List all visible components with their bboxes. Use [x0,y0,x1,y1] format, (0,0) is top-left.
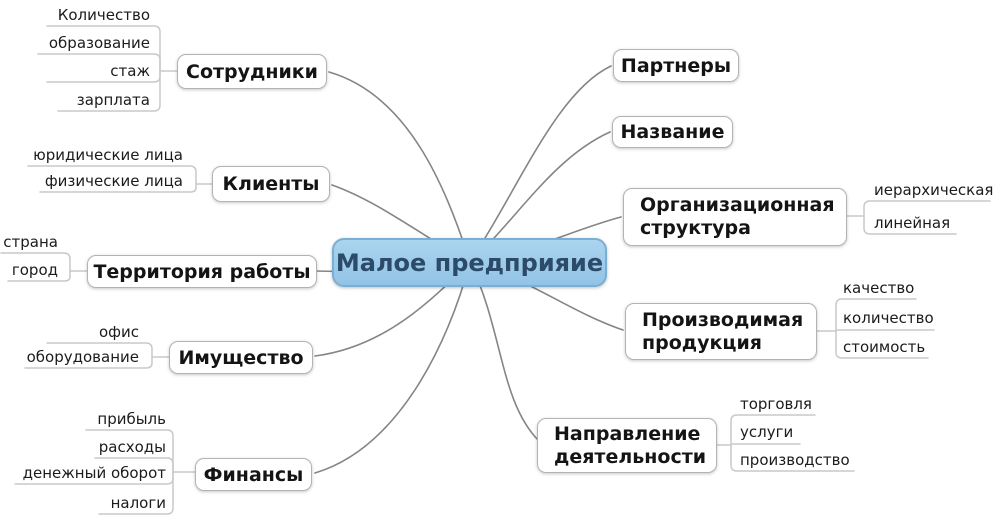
leaf-products-quality[interactable]: качество [843,279,915,297]
topic-partners[interactable]: Партнеры [613,49,739,82]
topic-clients[interactable]: Клиенты [212,166,330,202]
leaf-territory-city[interactable]: город [11,261,58,279]
leaf-territory-country[interactable]: страна [3,233,58,251]
leaf-activity-production[interactable]: производство [740,451,850,469]
topic-finance[interactable]: Финансы [195,458,312,491]
leaf-org-linear[interactable]: линейная [874,214,951,232]
topic-products[interactable]: Производимая продукция [625,303,817,360]
leaf-clients-individuals[interactable]: физические лица [44,172,183,190]
leaf-property-office[interactable]: офис [99,323,139,341]
leaf-finance-profit[interactable]: прибыль [97,410,166,428]
leaf-org-hierarchical[interactable]: иерархическая [874,181,994,199]
topic-territory[interactable]: Территория работы [87,255,317,288]
topic-property[interactable]: Имущество [169,341,313,374]
topic-name[interactable]: Название [612,116,733,148]
topic-org-structure[interactable]: Организационная структура [623,188,847,246]
leaf-finance-expenses[interactable]: расходы [98,438,166,456]
leaf-activity-trade[interactable]: торговля [740,395,812,413]
leaf-products-cost[interactable]: стоимость [843,338,926,356]
leaf-employees-count[interactable]: Количество [57,6,150,24]
leaf-activity-services[interactable]: услуги [740,423,794,441]
leaf-finance-taxes[interactable]: налоги [110,494,166,512]
central-topic[interactable]: Малое предприяие [332,238,607,287]
leaf-clients-legal[interactable]: юридические лица [33,146,183,164]
leaf-employees-experience[interactable]: стаж [110,62,150,80]
leaf-property-equipment[interactable]: оборудование [26,348,139,366]
topic-activity[interactable]: Направление деятельности [537,418,717,473]
leaf-employees-education[interactable]: образование [48,34,150,52]
leaf-finance-cashflow[interactable]: денежный оборот [22,464,166,482]
leaf-employees-salary[interactable]: зарплата [76,91,150,109]
topic-employees[interactable]: Сотрудники [177,54,327,89]
leaf-products-quantity[interactable]: количество [843,309,934,327]
